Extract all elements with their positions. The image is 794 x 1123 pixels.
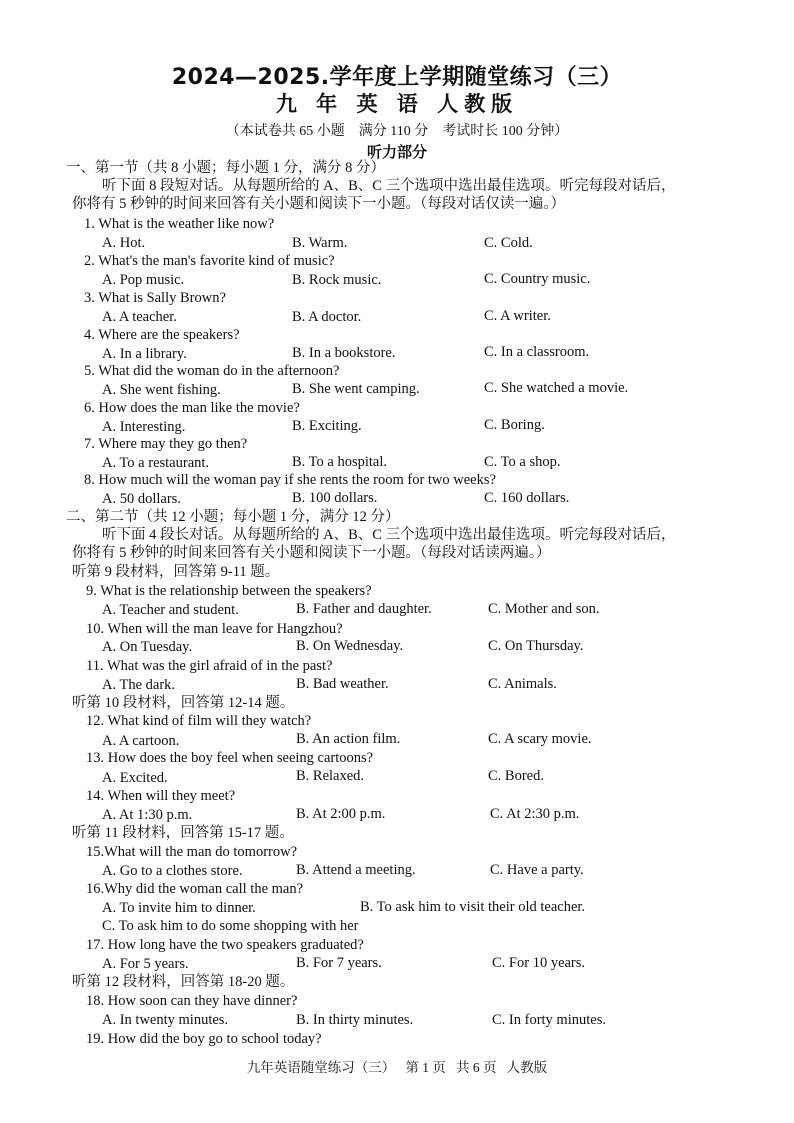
section2-instruction: 你将有 5 秒钟的时间来回答有关小题和阅读下一小题。（每段对话读两遍。）: [72, 545, 551, 561]
option-c: C. Bored.: [488, 768, 544, 784]
question-3: 3. What is Sally Brown?: [84, 290, 226, 306]
question-6: 6. How does the man like the movie?: [84, 400, 300, 416]
option-a: A. Interesting.: [102, 419, 186, 435]
question-17: 17. How long have the two speakers graduated?: [86, 937, 364, 953]
option-b: B. Bad weather.: [296, 676, 389, 692]
option-b: B. To ask him to visit their old teacher.: [360, 899, 586, 915]
option-c: C. Boring.: [484, 417, 545, 433]
material-label: 听第 11 段材料，回答第 15-17 题。: [72, 825, 294, 841]
option-b: B. In a bookstore.: [292, 345, 396, 361]
question-8: 8. How much will the woman pay if she rents the room for two weeks?: [84, 472, 496, 488]
option-b: B. A doctor.: [292, 309, 362, 325]
page-title: 2024—2025.学年度上学期随堂练习（三）: [171, 65, 623, 90]
section1-instruction: 你将有 5 秒钟的时间来回答有关小题和阅读下一小题。（每段对话仅读一遍。）: [72, 196, 565, 212]
section1-instruction: 听下面 8 段短对话。从每题所给的 A、B、C 三个选项中选出最佳选项。听完每段对话后，: [102, 178, 676, 194]
page-subtitle: 九 年 英 语 人教版: [275, 92, 519, 116]
option-c: C. Have a party.: [490, 862, 584, 878]
option-c: C. At 2:30 p.m.: [490, 806, 580, 822]
option-c: C. A scary movie.: [488, 731, 592, 747]
option-a: A. At 1:30 p.m.: [102, 807, 193, 823]
option-a: A. She went fishing.: [102, 382, 221, 398]
option-c: C. Country music.: [484, 271, 591, 287]
option-b: B. Attend a meeting.: [296, 862, 416, 878]
question-9: 9. What is the relationship between the speakers?: [86, 583, 372, 599]
option-a: A. For 5 years.: [102, 956, 189, 972]
option-b: B. 100 dollars.: [292, 490, 378, 506]
question-2: 2. What's the man's favorite kind of music?: [84, 253, 335, 269]
question-12: 12. What kind of film will they watch?: [86, 713, 312, 729]
option-b: B. Exciting.: [292, 418, 362, 434]
option-b: B. Rock music.: [292, 272, 382, 288]
option-a: A. On Tuesday.: [102, 639, 193, 655]
option-a: A. In twenty minutes.: [102, 1012, 229, 1028]
option-c: C. On Thursday.: [488, 638, 584, 654]
option-c: C. In a classroom.: [484, 344, 590, 360]
question-4: 4. Where are the speakers?: [84, 327, 240, 343]
option-b: B. On Wednesday.: [296, 638, 404, 654]
question-14: 14. When will they meet?: [86, 788, 236, 804]
question-15: 15.What will the man do tomorrow?: [86, 844, 298, 860]
material-label: 听第 9 段材料，回答第 9-11 题。: [72, 564, 280, 580]
option-c: C. She watched a movie.: [484, 380, 629, 396]
option-a: A. Pop music.: [102, 272, 185, 288]
option-a: A. Hot.: [102, 235, 146, 251]
option-c: C. In forty minutes.: [492, 1012, 606, 1028]
question-19: 19. How did the boy go to school today?: [86, 1031, 322, 1047]
question-10: 10. When will the man leave for Hangzhou?: [86, 621, 343, 637]
listening-heading: 听力部分: [366, 145, 427, 161]
option-b: B. She went camping.: [292, 381, 420, 397]
option-c: C. Animals.: [488, 676, 557, 692]
option-c: C. To ask him to do some shopping with her: [102, 918, 359, 934]
option-c: C. A writer.: [484, 308, 551, 324]
option-c: C. To a shop.: [484, 454, 561, 470]
page-footer: 九年英语随堂练习（三） 第 1 页 共 6 页 人教版: [246, 1060, 548, 1075]
question-11: 11. What was the girl afraid of in the past?: [86, 658, 333, 674]
option-a: A. 50 dollars.: [102, 491, 181, 507]
option-b: B. In thirty minutes.: [296, 1012, 414, 1028]
option-b: B. An action film.: [296, 731, 401, 747]
option-a: A. A teacher.: [102, 309, 177, 325]
question-16: 16.Why did the woman call the man?: [86, 881, 304, 897]
option-a: A. To invite him to dinner.: [102, 900, 256, 916]
option-a: A. Teacher and student.: [102, 602, 239, 618]
question-18: 18. How soon can they have dinner?: [86, 993, 298, 1009]
material-label: 听第 12 段材料，回答第 18-20 题。: [72, 974, 295, 990]
option-c: C. Cold.: [484, 235, 533, 251]
option-a: A. Excited.: [102, 770, 168, 786]
question-7: 7. Where may they go then?: [84, 436, 248, 452]
option-a: A. In a library.: [102, 346, 187, 362]
section2-heading: 二、第二节（共 12 小题；每小题 1 分，满分 12 分）: [66, 509, 400, 525]
material-label: 听第 10 段材料，回答第 12-14 题。: [72, 695, 295, 711]
option-b: B. At 2:00 p.m.: [296, 806, 386, 822]
option-b: B. Father and daughter.: [296, 601, 432, 617]
option-a: A. The dark.: [102, 677, 176, 693]
option-a: A. Go to a clothes store.: [102, 863, 243, 879]
option-b: B. Warm.: [292, 235, 348, 251]
option-a: A. A cartoon.: [102, 733, 180, 749]
exam-info: （本试卷共 65 小题 满分 110 分 考试时长 100 分钟）: [225, 124, 569, 139]
question-5: 5. What did the woman do in the afternoon?: [84, 363, 340, 379]
question-1: 1. What is the weather like now?: [84, 216, 275, 232]
question-13: 13. How does the boy feel when seeing cartoons?: [86, 750, 374, 766]
option-c: C. Mother and son.: [488, 601, 600, 617]
option-b: B. To a hospital.: [292, 454, 387, 470]
option-c: C. 160 dollars.: [484, 490, 570, 506]
option-b: B. Relaxed.: [296, 768, 365, 784]
section1-heading: 一、第一节（共 8 小题；每小题 1 分，满分 8 分）: [66, 160, 385, 176]
option-b: B. For 7 years.: [296, 955, 382, 971]
section2-instruction: 听下面 4 段长对话。从每题所给的 A、B、C 三个选项中选出最佳选项。听完每段对话后，: [102, 527, 676, 543]
option-a: A. To a restaurant.: [102, 455, 210, 471]
option-c: C. For 10 years.: [492, 955, 586, 971]
